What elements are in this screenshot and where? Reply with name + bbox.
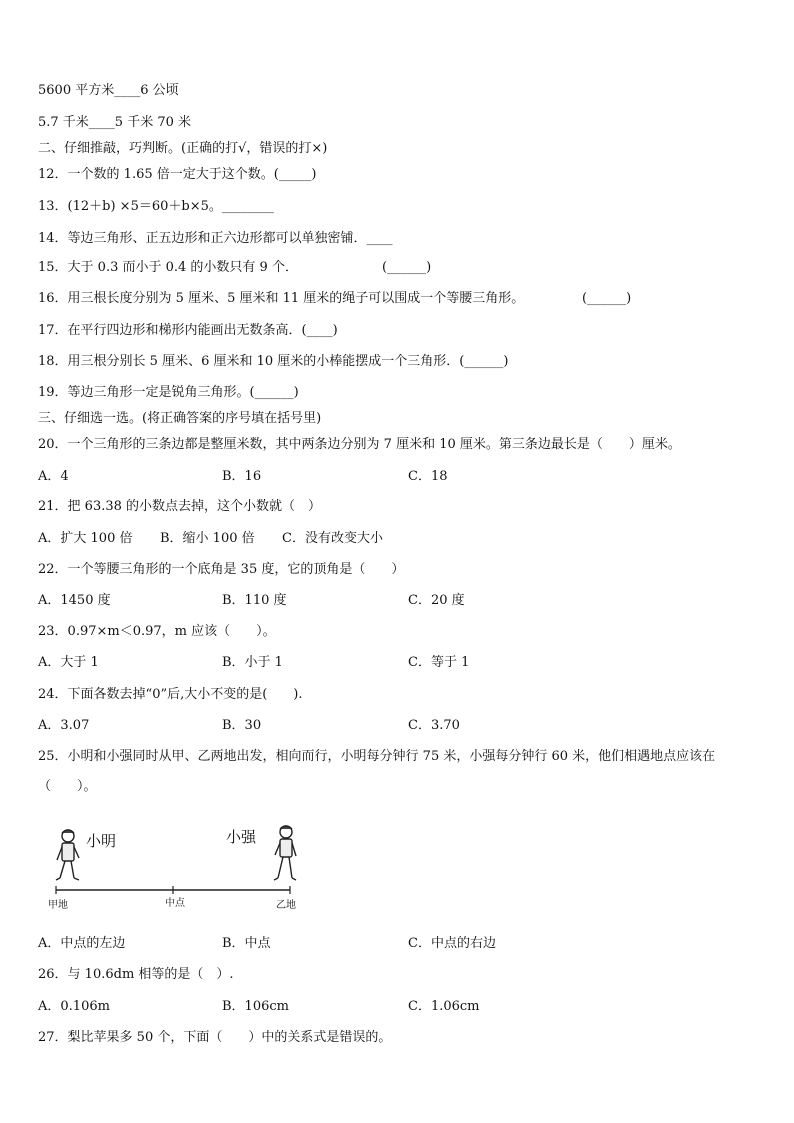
question-17: 17．在平行四边形和梯形内能画出无数条高．(____) <box>38 323 338 338</box>
question-12: 12．一个数的 1.65 倍一定大于这个数。(_____) <box>38 167 317 182</box>
q23-option-c: C．等于 1 <box>408 655 470 670</box>
q20-option-b: B．16 <box>222 469 262 484</box>
question-16: 16．用三根长度分别为 5 厘米、5 厘米和 11 厘米的绳子可以围成一个等腰三角形。 <box>38 291 525 306</box>
q25-option-b: B．中点 <box>222 936 271 951</box>
q22-option-c: C．20 度 <box>408 593 465 608</box>
q21-option-b: B．缩小 100 倍 <box>160 531 255 546</box>
question-16-blank: (______) <box>582 291 632 306</box>
q24-option-b: B．30 <box>222 718 262 733</box>
q21-option-a: A．扩大 100 倍 <box>38 531 133 546</box>
question-24: 24．下面各数去掉“0”后,大小不变的是( ). <box>38 687 303 702</box>
section3-heading: 三、仔细选一选。(将正确答案的序号填在括号里) <box>38 411 322 426</box>
q24-option-c: C．3.70 <box>408 718 460 733</box>
question-21: 21．把 63.38 的小数点去掉，这个小数就（ ） <box>38 499 322 514</box>
q23-option-a: A．大于 1 <box>38 655 99 670</box>
q24-option-a: A．3.07 <box>38 718 90 733</box>
q26-option-c: C．1.06cm <box>408 999 480 1014</box>
q22-option-a: A．1450 度 <box>38 593 111 608</box>
question-20: 20．一个三角形的三条边都是整厘米数，其中两条边分别为 7 厘米和 10 厘米。第三条边最长是（ ）厘米。 <box>38 437 681 452</box>
xiaoqiang-label: 小强 <box>226 828 257 846</box>
xiaoqiang-figure-icon <box>274 826 296 880</box>
question-19: 19．等边三角形一定是锐角三角形。(______) <box>38 385 299 400</box>
question-15-blank: (______) <box>382 260 432 275</box>
q20-option-c: C．18 <box>408 469 448 484</box>
xiaoming-figure-icon <box>56 830 79 880</box>
q25-option-c: C．中点的右边 <box>408 936 496 951</box>
question-13: 13．(12＋b) ×5＝60＋b×5。________ <box>38 199 274 214</box>
yi-di-label: 乙地 <box>276 900 296 911</box>
question-25-cont: （ ）。 <box>38 779 97 794</box>
question-26: 26．与 10.6dm 相等的是（ ）. <box>38 967 234 982</box>
q26-option-a: A．0.106m <box>38 999 110 1014</box>
q26-option-b: B．106cm <box>222 999 289 1014</box>
midpoint-label: 中点 <box>165 898 185 909</box>
section2-heading: 二、仔细推敲，巧判断。(正确的打√，错误的打×) <box>38 141 328 156</box>
jia-di-label: 甲地 <box>48 900 68 911</box>
q20-option-a: A．4 <box>38 469 69 484</box>
fill-item-2: 5.7 千米____5 千米 70 米 <box>38 115 192 130</box>
fill-item-1: 5600 平方米____6 公顷 <box>38 83 179 98</box>
question-14: 14．等边三角形、正五边形和正六边形都可以单独密铺．____ <box>38 231 393 246</box>
xiaoming-label: 小明 <box>86 832 117 850</box>
question-27: 27．梨比苹果多 50 个，下面（ ）中的关系式是错误的。 <box>38 1030 392 1045</box>
question-22: 22．一个等腰三角形的一个底角是 35 度，它的顶角是（ ） <box>38 562 405 577</box>
q25-option-a: A．中点的左边 <box>38 936 126 951</box>
question-25: 25．小明和小强同时从甲、乙两地出发，相向而行，小明每分钟行 75 米，小强每分钟行 60 米，他们相遇地点应该在 <box>38 749 716 764</box>
question-18: 18．用三根分别长 5 厘米、6 厘米和 10 厘米的小棒能摆成一个三角形．(______) <box>38 354 509 369</box>
question-15: 15．大于 0.3 而小于 0.4 的小数只有 9 个． <box>38 260 298 275</box>
question-23: 23．0.97×m＜0.97，m 应该（ ）。 <box>38 624 276 639</box>
q21-option-c: C．没有改变大小 <box>282 531 383 546</box>
q23-option-b: B．小于 1 <box>222 655 283 670</box>
walking-figure <box>48 820 308 910</box>
q22-option-b: B．110 度 <box>222 593 287 608</box>
